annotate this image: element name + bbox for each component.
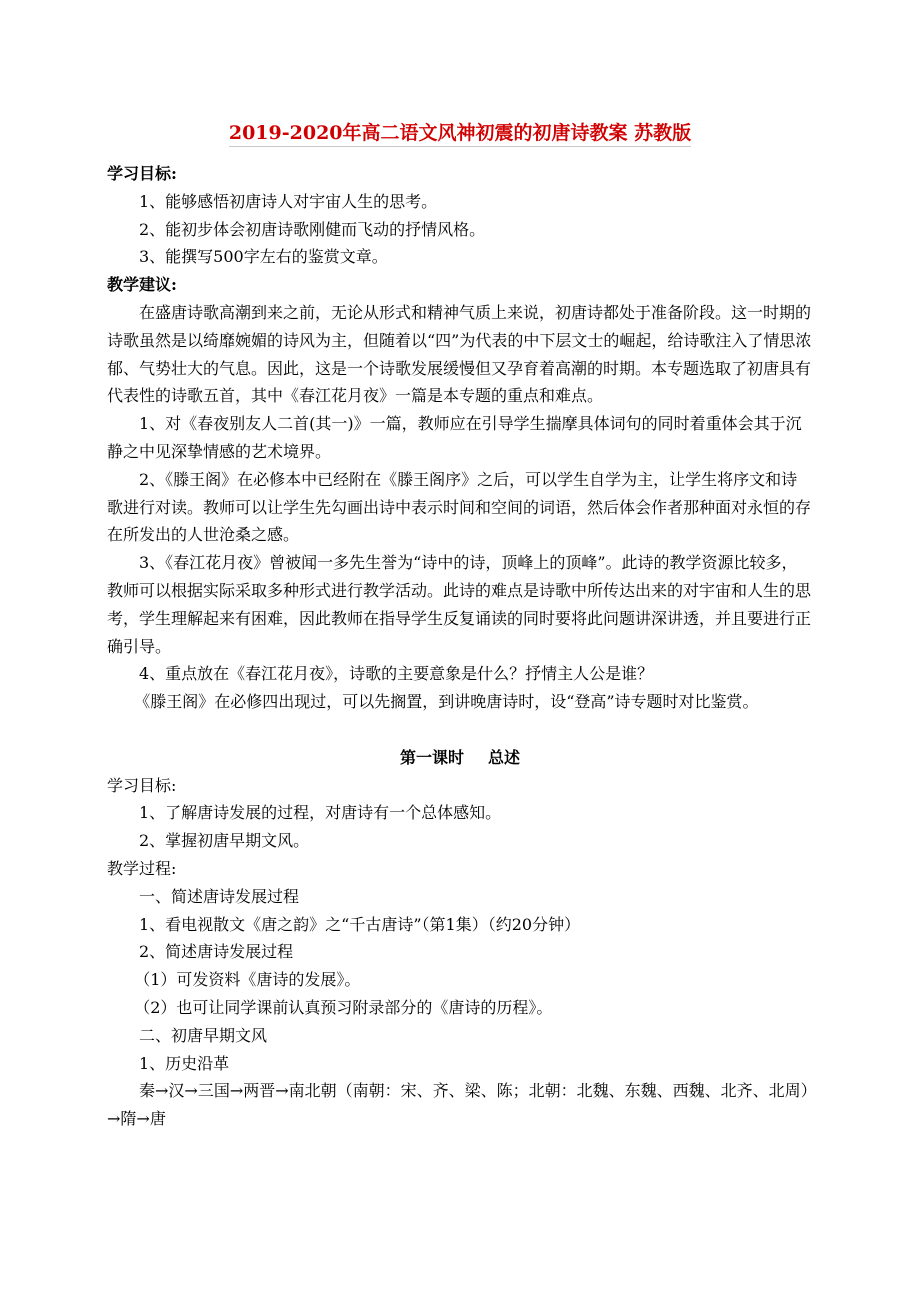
lesson-goal-item: 2、掌握初唐早期文风。 <box>139 831 310 851</box>
lesson-goals-heading: 学习目标: <box>107 775 177 795</box>
process-heading: 教学过程: <box>107 858 177 878</box>
document-title-text: 2019-2020年高二语文风神初震的初唐诗教案 苏教版 <box>229 122 691 147</box>
goal-item: 3、能撰写500字左右的鉴赏文章。 <box>139 247 388 267</box>
process-line: 1、看电视散文《唐之韵》之“千古唐诗”（第1集）（约20分钟） <box>139 914 581 934</box>
history-heading: 1、历史沿革 <box>139 1053 230 1073</box>
dynasty-sequence: 秦→汉→三国→两晋→南北朝（南朝：宋、齐、梁、陈；北朝：北魏、东魏、西魏、北齐、北周）→隋→唐 <box>107 1081 809 1129</box>
process-line: 2、简述唐诗发展过程 <box>139 942 294 962</box>
document-title <box>0 118 920 148</box>
goals-heading: 学习目标: <box>107 164 177 183</box>
spacer <box>107 716 813 744</box>
document-body <box>107 160 813 1133</box>
process-subline: （2）也可让同学课前认真预习附录部分的《唐诗的历程》。 <box>134 997 553 1017</box>
advice-paragraph: 4、重点放在《春江花月夜》，诗歌的主要意象是什么？抒情主人公是谁？ <box>139 664 654 684</box>
advice-heading: 教学建议: <box>107 275 177 295</box>
lesson-title-topic: 总述 <box>488 747 521 767</box>
lesson-goal-item: 1、了解唐诗发展的过程，对唐诗有一个总体感知。 <box>139 803 502 823</box>
advice-paragraph: 3、《春江花月夜》曾被闻一多先生誉为“诗中的诗，顶峰上的顶峰”。此诗的教学资源比较多，教师可以根据实际采取多种形式进行教学活动。此诗的难点是诗歌中所传达出来的对宇宙和人生的思考，学生理解起来有困难，因此教师在指导学生反复诵读的同时要将此问题讲深讲透，并且要进行正确引导。 <box>107 553 812 656</box>
advice-paragraph: 1、对《春夜别友人二首(其一)》一篇，教师应在引导学生揣摩具体词句的同时着重体会其于沉静之中见深挚情感的艺术境界。 <box>107 414 802 461</box>
advice-paragraph: 在盛唐诗歌高潮到来之前，无论从形式和精神气质上来说，初唐诗都处于准备阶段。这一时期的诗歌虽然是以绮靡婉媚的诗风为主，但随着以“四”为代表的中下层文士的崛起，给诗歌注入了情思浓郁、气势壮大的气息。因此，这是一个诗歌发展缓慢但又孕育着高潮的时期。本专题选取了初唐具有代表性的诗歌五首，其中《春江花月夜》一篇是本专题的重点和难点。 <box>107 302 812 406</box>
process-subline: （1）可发资料《唐诗的发展》。 <box>134 970 361 990</box>
advice-paragraph: 《滕王阁》在必修四出现过，可以先搁置，到讲晚唐诗时，设“登高”诗专题时对比鉴赏。 <box>134 692 759 712</box>
early-style-heading: 二、初唐早期文风 <box>139 1025 268 1045</box>
advice-paragraph: 2、《滕王阁》在必修本中已经附在《滕王阁序》之后，可以学生自学为主，让学生将序文和诗歌进行对读。教师可以让学生先勾画出诗中表示时间和空间的词语，然后体会作者那种面对永恒的存在所发出的人世沧桑之感。 <box>107 469 812 545</box>
process-line: 一、简述唐诗发展过程 <box>139 886 300 906</box>
goal-item: 1、能够感悟初唐诗人对宇宙人生的思考。 <box>139 191 438 211</box>
lesson-title-number: 第一课时 <box>399 747 464 767</box>
goal-item: 2、能初步体会初唐诗歌刚健而飞动的抒情风格。 <box>139 219 486 239</box>
lesson-title <box>107 744 813 772</box>
